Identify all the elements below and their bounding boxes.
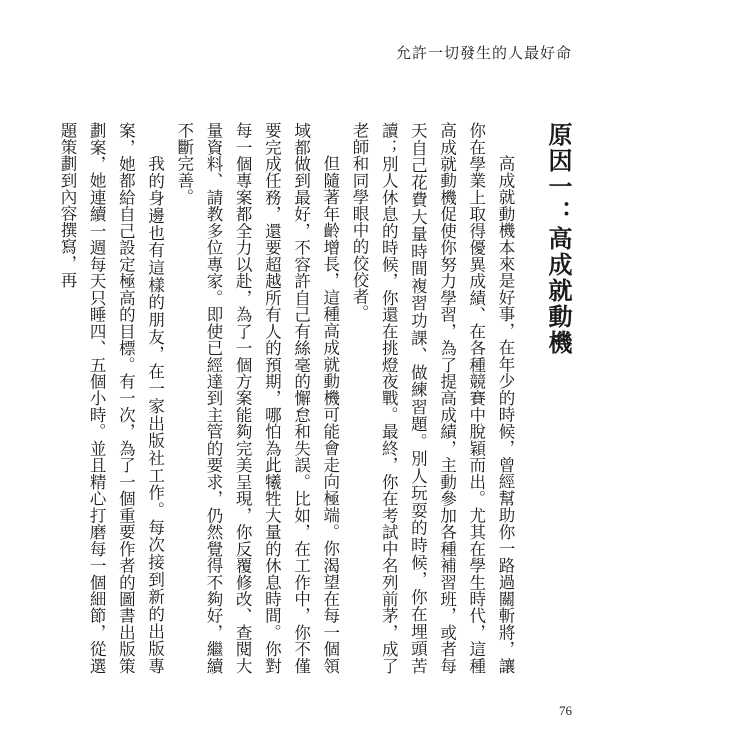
section-heading: 原因一：高成就動機 [544, 122, 572, 356]
page-number: 76 [559, 703, 572, 718]
running-header-title: 允許一切發生的人最好命 [395, 44, 572, 62]
body-paragraph: 高成就動機本來是好事，在年少的時候，曾經幫助你一路過關斬將，讓你在學業上取得優異成績、在各種競賽中脫穎而出。尤其在學生時代，這種高成就動機促使你努力學習，為了提高成績，主動參加各種補習班，或者每天自己花費大量時間複習功課、做練習題。別人玩耍的時候，你在埋頭苦讀；別人休息的時候，你還在挑燈夜戰。最終，你在考試中名列前茅，成了老師和同學眼中的佼佼者。 [349, 122, 515, 674]
body-paragraph: 但隨著年齡增長，這種高成就動機可能會走向極端。你渴望在每一個領域都做到最好，不容許自己有絲毫的懈怠和失誤。比如，在工作中，你不僅要完成任務，還要超越所有人的預期，哪怕為此犧牲大量的休息時間。你對每一個專案都全力以赴，為了一個方案能夠完美呈現，你反覆修改、查閱大量資料、請教多位專家。即使已經達到主管的要求，仍然覺得不夠好，繼續不斷完善。 [174, 122, 340, 674]
vertical-text-body [53, 122, 576, 674]
body-paragraph: 我的身邊也有這樣的朋友，在一家出版社工作。每次接到新的出版專案，她都給自己設定極高的目標。有一次，為了一個重要作者的圖書出版策劃案，她連續一週每天只睡四、五個小時。並且精心打磨每一個細節，從選題策劃到內容撰寫，再 [57, 122, 165, 674]
